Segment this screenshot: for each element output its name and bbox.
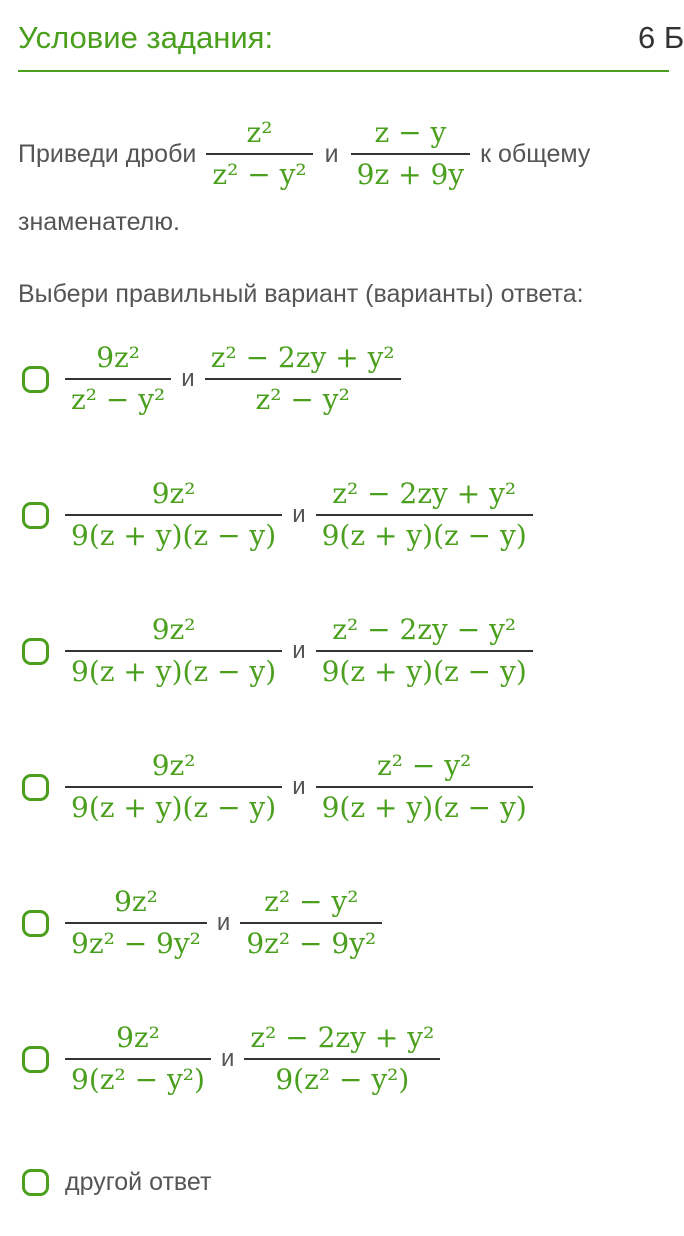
option-expression	[65, 342, 401, 416]
fraction-numerator: z²	[246, 115, 273, 149]
fraction-bar	[205, 378, 401, 380]
fraction-numerator: 9z²	[151, 749, 196, 782]
fraction-bar	[65, 378, 171, 380]
option-fraction-b	[316, 614, 533, 688]
option-fraction-b	[240, 886, 382, 960]
option-and: и	[220, 1045, 235, 1073]
fraction-numerator: 9z²	[96, 341, 141, 374]
task-fraction-2	[351, 117, 470, 191]
option-fraction-b	[244, 1022, 440, 1096]
fraction-denominator: 9(z + y)(z − y)	[321, 655, 527, 689]
fraction-bar	[316, 514, 533, 516]
fraction-numerator: z − y	[374, 115, 447, 149]
fraction-numerator: z² − 2zy + y²	[250, 1021, 435, 1054]
option-fraction-a	[65, 342, 171, 416]
fraction-denominator: 9(z + y)(z − y)	[321, 519, 527, 553]
answer-option[interactable]	[22, 750, 533, 824]
fraction-bar	[65, 1058, 211, 1060]
fraction-numerator: 9z²	[116, 1021, 160, 1054]
answer-option[interactable]	[22, 886, 382, 960]
task-line-1	[18, 104, 658, 204]
fraction-denominator: z² − y²	[71, 383, 166, 417]
checkbox[interactable]	[22, 1046, 49, 1073]
task-text-before: Приведи дроби	[18, 139, 197, 168]
option-fraction-b	[205, 342, 401, 416]
fraction-numerator: 9z²	[151, 477, 196, 510]
task-and: и	[324, 139, 339, 168]
fraction-numerator: z² − 2zy − y²	[332, 613, 517, 646]
option-fraction-a	[65, 886, 207, 960]
fraction-bar	[65, 650, 282, 652]
task-header	[18, 18, 684, 72]
answer-option[interactable]	[22, 478, 533, 552]
fraction-bar	[244, 1058, 440, 1060]
fraction-bar	[65, 786, 282, 788]
option-expression	[65, 886, 382, 960]
checkbox[interactable]	[22, 774, 49, 801]
checkbox[interactable]	[22, 910, 49, 937]
option-expression	[65, 750, 533, 824]
answer-option[interactable]	[22, 614, 533, 688]
fraction-denominator: 9(z + y)(z − y)	[71, 519, 277, 553]
option-and: и	[181, 365, 195, 393]
answer-prompt: Выбери правильный вариант (варианты) ответа:	[18, 280, 584, 308]
fraction-denominator: 9(z + y)(z − y)	[71, 655, 277, 689]
fraction-denominator: 9(z² − y²)	[275, 1063, 410, 1097]
option-expression	[65, 1022, 440, 1096]
checkbox[interactable]	[22, 366, 49, 393]
fraction-denominator: 9(z + y)(z − y)	[321, 791, 527, 825]
fraction-denominator: 9(z + y)(z − y)	[71, 791, 277, 825]
fraction-numerator: z² − 2zy + y²	[332, 477, 517, 510]
checkbox[interactable]	[22, 502, 49, 529]
fraction-numerator: z² − 2zy + y²	[210, 341, 395, 374]
fraction-bar	[65, 922, 207, 924]
points-label: 6 Б	[638, 20, 684, 55]
checkbox[interactable]	[22, 638, 49, 665]
fraction-bar	[206, 153, 312, 155]
option-and: и	[292, 637, 306, 665]
option-and: и	[292, 501, 306, 529]
option-fraction-b	[316, 750, 533, 824]
option-expression	[65, 478, 533, 552]
fraction-denominator: z² − y²	[255, 383, 350, 417]
option-fraction-a	[65, 1022, 211, 1096]
option-fraction-b	[316, 478, 533, 552]
option-other[interactable]	[22, 1168, 211, 1197]
task-fraction-1	[206, 117, 312, 191]
option-and: и	[216, 909, 231, 937]
option-and: и	[292, 773, 306, 801]
fraction-denominator: 9(z² − y²)	[71, 1063, 205, 1097]
fraction-bar	[65, 514, 282, 516]
task-text-line-2: знаменателю.	[18, 208, 180, 236]
fraction-denominator: 9z² − 9y²	[71, 927, 201, 961]
task-text-after: к общему	[480, 139, 591, 168]
option-expression	[65, 614, 533, 688]
answer-option[interactable]	[22, 1022, 440, 1096]
option-other-label: другой ответ	[65, 1168, 212, 1196]
checkbox[interactable]	[22, 1169, 49, 1196]
fraction-bar	[316, 786, 533, 788]
fraction-numerator: z² − y²	[377, 749, 472, 782]
task-statement	[18, 104, 658, 237]
fraction-denominator: 9z² − 9y²	[246, 927, 377, 961]
fraction-denominator: z² − y²	[212, 158, 307, 191]
option-fraction-a	[65, 478, 282, 552]
answer-option[interactable]	[22, 342, 401, 416]
option-fraction-a	[65, 614, 282, 688]
fraction-bar	[351, 153, 470, 155]
page-title: Условие задания:	[18, 20, 274, 55]
fraction-numerator: 9z²	[151, 613, 196, 646]
fraction-numerator: 9z²	[114, 885, 158, 918]
option-fraction-a	[65, 750, 282, 824]
fraction-bar	[316, 650, 533, 652]
fraction-bar	[240, 922, 382, 924]
fraction-numerator: z² − y²	[264, 885, 359, 918]
fraction-denominator: 9z + 9y	[356, 158, 465, 191]
